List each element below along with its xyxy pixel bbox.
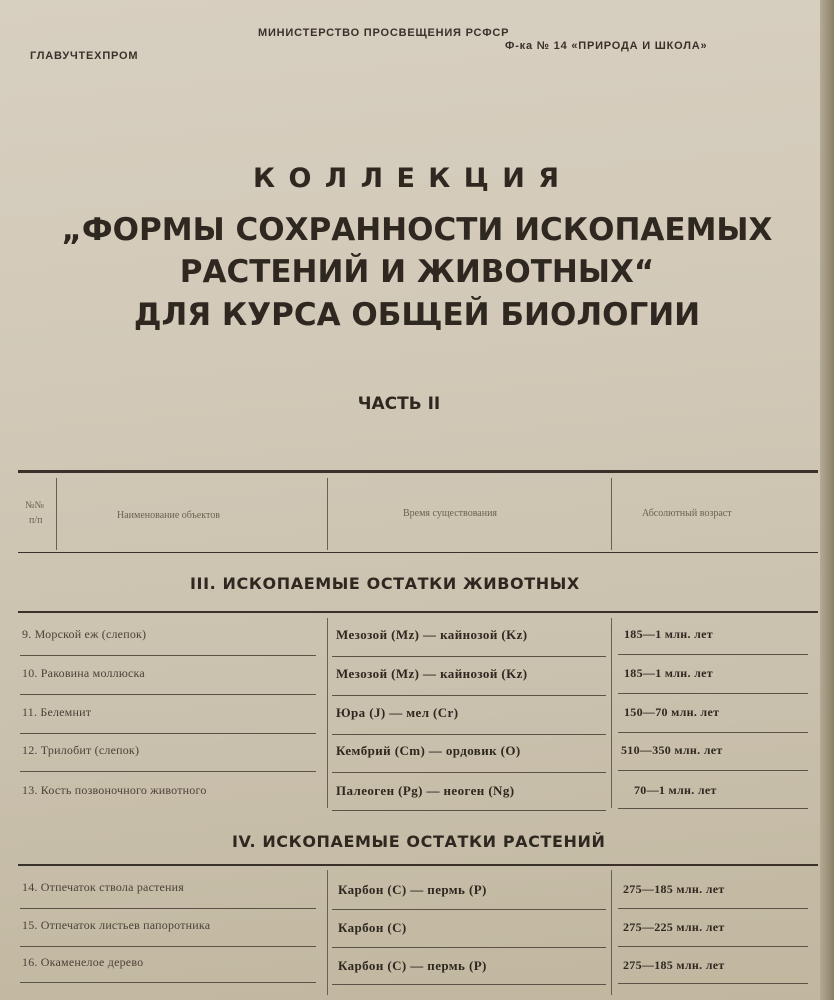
table-row-name: 14. Отпечаток ствола растения — [22, 880, 185, 894]
table-row-name: 11. Белемнит — [22, 705, 92, 719]
column-divider — [327, 618, 328, 808]
table-row-name: 13. Кость позвоночного животного — [22, 783, 207, 797]
row-underline — [332, 810, 606, 811]
row-underline — [20, 694, 316, 695]
table-top-rule — [18, 470, 818, 473]
column-header-time: Время существования — [403, 508, 498, 519]
table-row-time: Карбон (C) — [338, 920, 407, 935]
column-divider — [327, 870, 328, 995]
title-line-1: „ФОРМЫ СОХРАННОСТИ ИСКОПАЕМЫХ — [61, 212, 773, 248]
table-row-age: 70—1 млн. лет — [634, 783, 717, 797]
table-row-time: Карбон (C) — пермь (P) — [338, 958, 487, 973]
row-underline — [20, 655, 316, 656]
column-divider — [611, 870, 612, 995]
table-row-age: 275—185 млн. лет — [623, 958, 725, 972]
row-underline — [20, 733, 316, 734]
row-underline — [20, 946, 316, 947]
page-edge — [820, 0, 834, 1000]
column-divider — [56, 478, 57, 550]
row-underline — [618, 654, 808, 655]
row-underline — [618, 808, 808, 809]
table-row-name: 9. Морской еж (слепок) — [22, 627, 147, 641]
table-row-age: 185—1 млн. лет — [624, 666, 713, 680]
section-rule — [18, 611, 818, 613]
row-underline — [332, 909, 606, 910]
row-underline — [618, 693, 808, 694]
row-underline — [618, 946, 808, 947]
row-underline — [332, 947, 606, 948]
factory-label: Ф-ка № 14 «ПРИРОДА И ШКОЛА» — [505, 40, 708, 52]
row-underline — [20, 908, 316, 909]
column-divider — [611, 618, 612, 808]
row-underline — [332, 772, 606, 773]
column-header-number: №№ — [25, 500, 45, 511]
table-row-time: Мезозой (Mz) — кайнозой (Kz) — [336, 666, 528, 681]
section-rule — [18, 864, 818, 866]
table-row-age: 150—70 млн. лет — [624, 705, 720, 719]
section-title-plants: IV. ИСКОПАЕМЫЕ ОСТАТКИ РАСТЕНИЙ — [232, 832, 606, 851]
table-row-name: 12. Трилобит (слепок) — [22, 743, 140, 757]
table-row-age: 510—350 млн. лет — [621, 743, 723, 757]
table-row-age: 185—1 млн. лет — [624, 627, 713, 641]
row-underline — [618, 908, 808, 909]
row-underline — [618, 732, 808, 733]
column-header-age: Абсолютный возраст — [642, 508, 732, 519]
row-underline — [332, 734, 606, 735]
table-row-age: 275—185 млн. лет — [623, 882, 725, 896]
row-underline — [618, 770, 808, 771]
table-row-name: 10. Раковина моллюска — [22, 666, 145, 680]
column-divider — [611, 478, 612, 550]
title-line-3: ДЛЯ КУРСА ОБЩЕЙ БИОЛОГИИ — [133, 297, 701, 333]
table-row-name: 16. Окаменелое дерево — [22, 955, 144, 969]
row-underline — [20, 771, 316, 772]
row-underline — [332, 984, 606, 985]
table-row-time: Мезозой (Mz) — кайнозой (Kz) — [336, 627, 528, 642]
column-divider — [327, 478, 328, 550]
row-underline — [332, 656, 606, 657]
table-row-time: Кембрий (Cm) — ордовик (O) — [336, 743, 521, 758]
table-row-age: 275—225 млн. лет — [623, 920, 725, 934]
row-underline — [332, 695, 606, 696]
row-underline — [20, 982, 316, 983]
table-row-name: 15. Отпечаток листьев папоротника — [22, 918, 211, 932]
section-title-animals: III. ИСКОПАЕМЫЕ ОСТАТКИ ЖИВОТНЫХ — [190, 574, 580, 593]
title-line-2: РАСТЕНИЙ И ЖИВОТНЫХ“ — [179, 254, 655, 290]
header-bottom-rule — [18, 552, 818, 553]
ministry-label: МИНИСТЕРСТВО ПРОСВЕЩЕНИЯ РСФСР — [258, 27, 510, 39]
table-row-time: Карбон (C) — пермь (P) — [338, 882, 487, 897]
column-header-number: п/п — [29, 515, 43, 526]
table-row-time: Юра (J) — мел (Cr) — [336, 705, 459, 720]
table-row-time: Палеоген (Pg) — неоген (Ng) — [336, 783, 515, 798]
publisher-label: ГЛАВУЧТЕХПРОМ — [30, 50, 139, 62]
part-label: ЧАСТЬ II — [357, 394, 441, 414]
row-underline — [618, 983, 808, 984]
collection-label: К О Л Л Е К Ц И Я — [252, 163, 562, 194]
column-header-name: Наименование объектов — [117, 510, 220, 521]
